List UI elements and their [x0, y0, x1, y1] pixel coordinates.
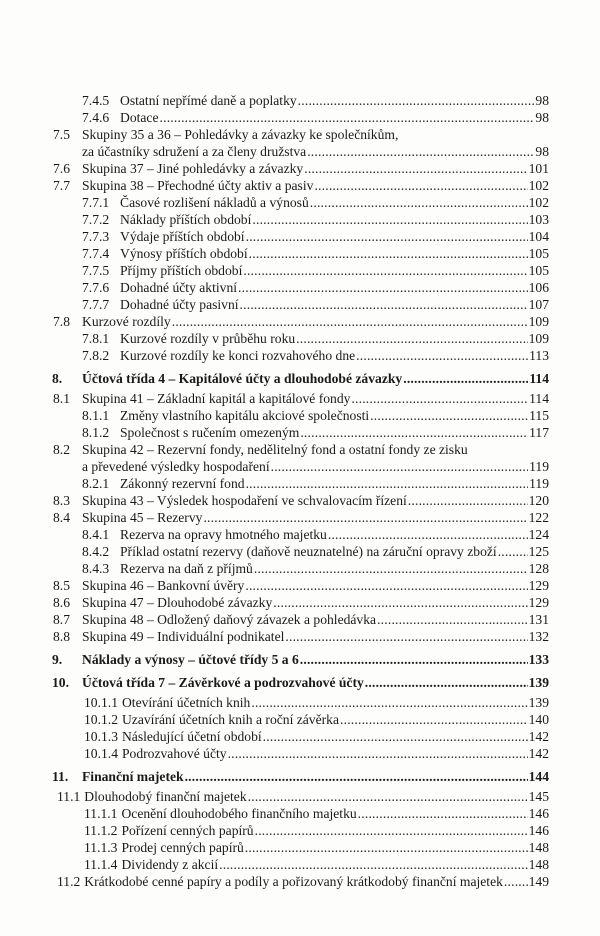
entry-title: Skupina 38 – Přechodné účty aktiv a pasiv [82, 178, 314, 193]
page-number: 113 [529, 348, 549, 363]
dot-leader [351, 390, 528, 407]
entry-number: 7.7.6 [82, 280, 110, 295]
toc-entry-continuation [0, 143, 549, 160]
page-number: 122 [528, 510, 549, 525]
page-number: 98 [535, 93, 549, 108]
dot-leader [296, 330, 527, 347]
entry-number: 7.7.1 [82, 195, 110, 210]
toc-entry[interactable] [0, 279, 549, 296]
entry-title: Společnost s ručením omezeným [120, 425, 300, 440]
dot-leader [238, 279, 528, 296]
entry-title: Skupina 41 – Základní kapitál a kapitálové fondy [82, 391, 351, 406]
entry-number: 11.1 [57, 789, 81, 804]
page-number: 142 [528, 729, 549, 744]
entry-number: 8.4.3 [82, 561, 110, 576]
entry-title: Skupina 49 – Individuální podnikatel [82, 629, 285, 644]
entry-title: Rezerva na opravy hmotného majetku [120, 527, 327, 542]
dot-leader [246, 475, 529, 492]
page-number: 148 [528, 857, 549, 872]
entry-title: Výnosy příštích období [120, 246, 248, 261]
dot-leader [356, 347, 528, 364]
dot-leader [498, 543, 528, 560]
toc-entry[interactable] [0, 407, 549, 424]
toc-entry[interactable] [0, 475, 549, 492]
entry-title: Příklad ostatní rezervy (daňově neuznatelné) na záruční opravy zboží [120, 544, 497, 559]
toc-entry[interactable] [0, 347, 549, 364]
entry-title: Dotace [120, 110, 159, 125]
entry-title-continued: za účastníky sdružení a za členy družstva [82, 144, 307, 159]
dot-leader [203, 509, 527, 526]
entry-number: 11.1.4 [84, 857, 118, 872]
toc-entry[interactable] [0, 262, 549, 279]
table-of-contents [0, 92, 600, 890]
toc-entry[interactable] [0, 694, 549, 711]
toc-entry[interactable] [0, 560, 549, 577]
page-number: 120 [528, 493, 549, 508]
dot-leader [328, 526, 528, 543]
toc-entry[interactable] [0, 390, 549, 407]
entry-title: Skupina 48 – Odložený daňový závazek a pohledávka [82, 612, 377, 627]
entry-title: Účtová třída 4 – Kapitálové účty a dlouhodobé závazky [82, 371, 403, 386]
toc-entry[interactable] [0, 509, 549, 526]
entry-title: Prodej cenných papírů [121, 840, 244, 855]
dot-leader [172, 313, 528, 330]
page-number: 146 [528, 823, 549, 838]
toc-entry[interactable] [0, 526, 549, 543]
entry-title: Kurzové rozdíly [82, 314, 171, 329]
page-number: 149 [528, 874, 549, 889]
entry-number: 8.1 [53, 391, 70, 406]
dot-leader [273, 594, 527, 611]
page-number: 139 [528, 695, 549, 710]
dot-leader [219, 856, 527, 873]
dot-leader [370, 407, 528, 424]
entry-title: Příjmy příštích období [120, 263, 243, 278]
entry-number: 8.8 [53, 629, 70, 644]
page-number: 101 [528, 161, 549, 176]
entry-number: 9. [52, 652, 63, 667]
page-number: 146 [528, 806, 549, 821]
dot-leader [160, 109, 535, 126]
page-number: 105 [528, 263, 549, 278]
dot-leader [365, 674, 528, 691]
entry-title-continued: a převedené výsledky hospodaření [82, 459, 270, 474]
entry-title: Následující účetní období [121, 729, 262, 744]
entry-title: Ostatní nepřímé daně a poplatky [120, 93, 297, 108]
entry-title: Otevírání účetních knih [121, 695, 251, 710]
entry-number: 10.1.3 [84, 729, 118, 744]
entry-number: 7.6 [53, 161, 70, 176]
toc-entry[interactable] [0, 296, 549, 313]
toc-entry[interactable] [0, 211, 549, 228]
dot-leader [254, 560, 528, 577]
entry-title: Rezerva na daň z příjmů [120, 561, 253, 576]
toc-entry[interactable] [0, 839, 549, 856]
entry-number: 7.7 [53, 178, 70, 193]
toc-entry[interactable] [0, 194, 549, 211]
page-number: 98 [535, 110, 549, 125]
toc-entry[interactable] [0, 424, 549, 441]
toc-entry[interactable] [0, 788, 549, 805]
dot-leader [263, 728, 528, 745]
page-number: 104 [528, 229, 549, 244]
page-number: 103 [528, 212, 549, 227]
entry-number: 8.3 [53, 493, 70, 508]
toc-entry[interactable] [0, 611, 549, 628]
toc-entry[interactable] [0, 160, 549, 177]
toc-entry[interactable] [0, 768, 549, 785]
toc-entry[interactable] [0, 805, 549, 822]
page-number: 106 [528, 280, 549, 295]
entry-number: 8.4.1 [82, 527, 110, 542]
entry-title: Skupina 47 – Dlouhodobé závazky [82, 595, 273, 610]
entry-title: Skupiny 35 a 36 – Pohledávky a závazky ke společníkům, [82, 127, 399, 142]
entry-title: Účtová třída 7 – Závěrkové a podrozvahové účty [82, 675, 364, 690]
entry-title: Uzavírání účetních knih a roční závěrka [121, 712, 339, 727]
dot-leader [298, 92, 535, 109]
toc-entry[interactable] [0, 245, 549, 262]
entry-number: 7.8.2 [82, 348, 110, 363]
toc-entry[interactable] [0, 728, 549, 745]
entry-number: 8.5 [53, 578, 70, 593]
dot-leader [403, 370, 528, 387]
entry-number: 7.7.4 [82, 246, 110, 261]
page-number: 139 [528, 675, 549, 690]
page-number: 114 [529, 371, 549, 386]
dot-leader [245, 839, 528, 856]
toc-entry[interactable] [0, 577, 549, 594]
dot-leader [245, 577, 527, 594]
entry-number: 8.1.1 [82, 408, 110, 423]
dot-leader [248, 788, 528, 805]
page-number: 117 [529, 425, 549, 440]
dot-leader [310, 194, 528, 211]
dot-leader [228, 745, 528, 762]
dot-leader [285, 628, 527, 645]
page-number: 148 [528, 840, 549, 855]
dot-leader [243, 262, 527, 279]
entry-number: 7.8.1 [82, 331, 110, 346]
entry-number: 7.7.7 [82, 297, 110, 312]
entry-number: 7.4.5 [82, 93, 110, 108]
entry-title: Kurzové rozdíly v průběhu roku [120, 331, 296, 346]
entry-number: 8.4 [53, 510, 70, 525]
page-number: 107 [528, 297, 549, 312]
toc-entry[interactable] [0, 441, 549, 458]
dot-leader [240, 296, 528, 313]
page-number: 131 [528, 612, 549, 627]
entry-title: Ocenění dlouhodobého finančního majetku [121, 806, 357, 821]
page-number: 102 [528, 178, 549, 193]
entry-number: 10.1.1 [84, 695, 118, 710]
dot-leader [340, 711, 528, 728]
page-number: 132 [528, 629, 549, 644]
entry-title: Skupina 42 – Rezervní fondy, nedělitelný fond a ostatní fondy ze zisku [82, 442, 468, 457]
entry-number: 8.4.2 [82, 544, 110, 559]
entry-number: 8. [52, 371, 63, 386]
dot-leader [249, 245, 528, 262]
page-number: 133 [528, 652, 549, 667]
dot-leader [304, 160, 527, 177]
toc-entry[interactable] [0, 822, 549, 839]
page-number: 144 [528, 769, 549, 784]
page-number: 125 [528, 544, 549, 559]
entry-number: 11.1.2 [84, 823, 118, 838]
toc-entry[interactable] [0, 745, 549, 762]
entry-title: Skupina 45 – Rezervy [82, 510, 203, 525]
page-number: 129 [528, 578, 549, 593]
dot-leader [307, 143, 534, 160]
toc-entry[interactable] [0, 109, 549, 126]
dot-leader [300, 651, 528, 668]
dot-leader [504, 873, 528, 890]
entry-title: Finanční majetek [82, 769, 184, 784]
entry-title: Pořízení cenných papírů [121, 823, 254, 838]
toc-entry[interactable] [0, 92, 549, 109]
toc-entry[interactable] [0, 651, 549, 668]
page-number: 98 [535, 144, 549, 159]
entry-number: 11.1.1 [84, 806, 118, 821]
entry-title: Kurzové rozdíly ke konci rozvahového dne [120, 348, 356, 363]
toc-entry[interactable] [0, 370, 549, 387]
toc-entry[interactable] [0, 126, 549, 143]
entry-number: 7.8 [53, 314, 70, 329]
page-number: 109 [528, 331, 549, 346]
entry-number: 10.1.4 [84, 746, 118, 761]
entry-number: 8.2.1 [82, 476, 110, 491]
entry-number: 7.5 [53, 127, 70, 142]
page-number: 124 [528, 527, 549, 542]
entry-number: 8.2 [53, 442, 70, 457]
dot-leader [300, 424, 528, 441]
entry-title: Změny vlastního kapitálu akciové společnosti [120, 408, 370, 423]
page-number: 145 [528, 789, 549, 804]
entry-number: 7.7.2 [82, 212, 110, 227]
toc-entry[interactable] [0, 228, 549, 245]
entry-title: Krátkodobé cenné papíry a podíly a pořizovaný krátkodobý finanční majetek [84, 874, 503, 889]
page-number: 142 [528, 746, 549, 761]
toc-entry[interactable] [0, 330, 549, 347]
toc-entry[interactable] [0, 177, 549, 194]
page-number: 114 [529, 391, 549, 406]
page-number: 115 [529, 408, 549, 423]
entry-title: Zákonný rezervní fond [120, 476, 245, 491]
entry-title: Dohadné účty aktivní [120, 280, 238, 295]
dot-leader [314, 177, 527, 194]
toc-entry[interactable] [0, 628, 549, 645]
toc-entry[interactable] [0, 711, 549, 728]
entry-title: Náklady příštích období [120, 212, 252, 227]
page-number: 109 [528, 314, 549, 329]
entry-number: 10. [52, 675, 69, 690]
page-number: 102 [528, 195, 549, 210]
entry-title: Skupina 43 – Výsledek hospodaření ve schvalovacím řízení [82, 493, 407, 508]
entry-title: Skupina 46 – Bankovní úvěry [82, 578, 245, 593]
entry-title: Výdaje příštích období [120, 229, 245, 244]
toc-entry[interactable] [0, 313, 549, 330]
entry-number: 7.7.5 [82, 263, 110, 278]
entry-number: 11.2 [57, 874, 81, 889]
entry-number: 11. [52, 769, 69, 784]
dot-leader [377, 611, 528, 628]
entry-number: 10.1.2 [84, 712, 118, 727]
dot-leader [255, 822, 528, 839]
page-number: 128 [528, 561, 549, 576]
toc-entry[interactable] [0, 594, 549, 611]
page-number: 119 [529, 476, 549, 491]
dot-leader [185, 768, 528, 785]
page-number: 129 [528, 595, 549, 610]
toc-entry[interactable] [0, 543, 549, 560]
entry-title: Dlouhodobý finanční majetek [84, 789, 247, 804]
dot-leader [246, 228, 528, 245]
entry-title: Dohadné účty pasivní [120, 297, 239, 312]
entry-number: 11.1.3 [84, 840, 118, 855]
dot-leader [252, 211, 527, 228]
toc-entry[interactable] [0, 674, 549, 691]
entry-number: 8.7 [53, 612, 70, 627]
entry-number: 8.6 [53, 595, 70, 610]
toc-entry[interactable] [0, 492, 549, 509]
entry-number: 8.1.2 [82, 425, 110, 440]
entry-number: 7.4.6 [82, 110, 110, 125]
toc-entry[interactable] [0, 856, 549, 873]
entry-title: Skupina 37 – Jiné pohledávky a závazky [82, 161, 304, 176]
dot-leader [408, 492, 528, 509]
dot-leader [251, 694, 527, 711]
entry-title: Dividendy z akcií [121, 857, 219, 872]
entry-number: 7.7.3 [82, 229, 110, 244]
entry-title: Časové rozlišení nákladů a výnosů [120, 195, 309, 210]
entry-title: Podrozvahové účty [121, 746, 227, 761]
page-number: 119 [529, 459, 549, 474]
dot-leader [271, 458, 529, 475]
page-number: 140 [528, 712, 549, 727]
toc-entry-continuation [0, 458, 549, 475]
page-number: 105 [528, 246, 549, 261]
entry-title: Náklady a výnosy – účtové třídy 5 a 6 [82, 652, 299, 667]
dot-leader [358, 805, 528, 822]
toc-entry[interactable] [0, 873, 549, 890]
